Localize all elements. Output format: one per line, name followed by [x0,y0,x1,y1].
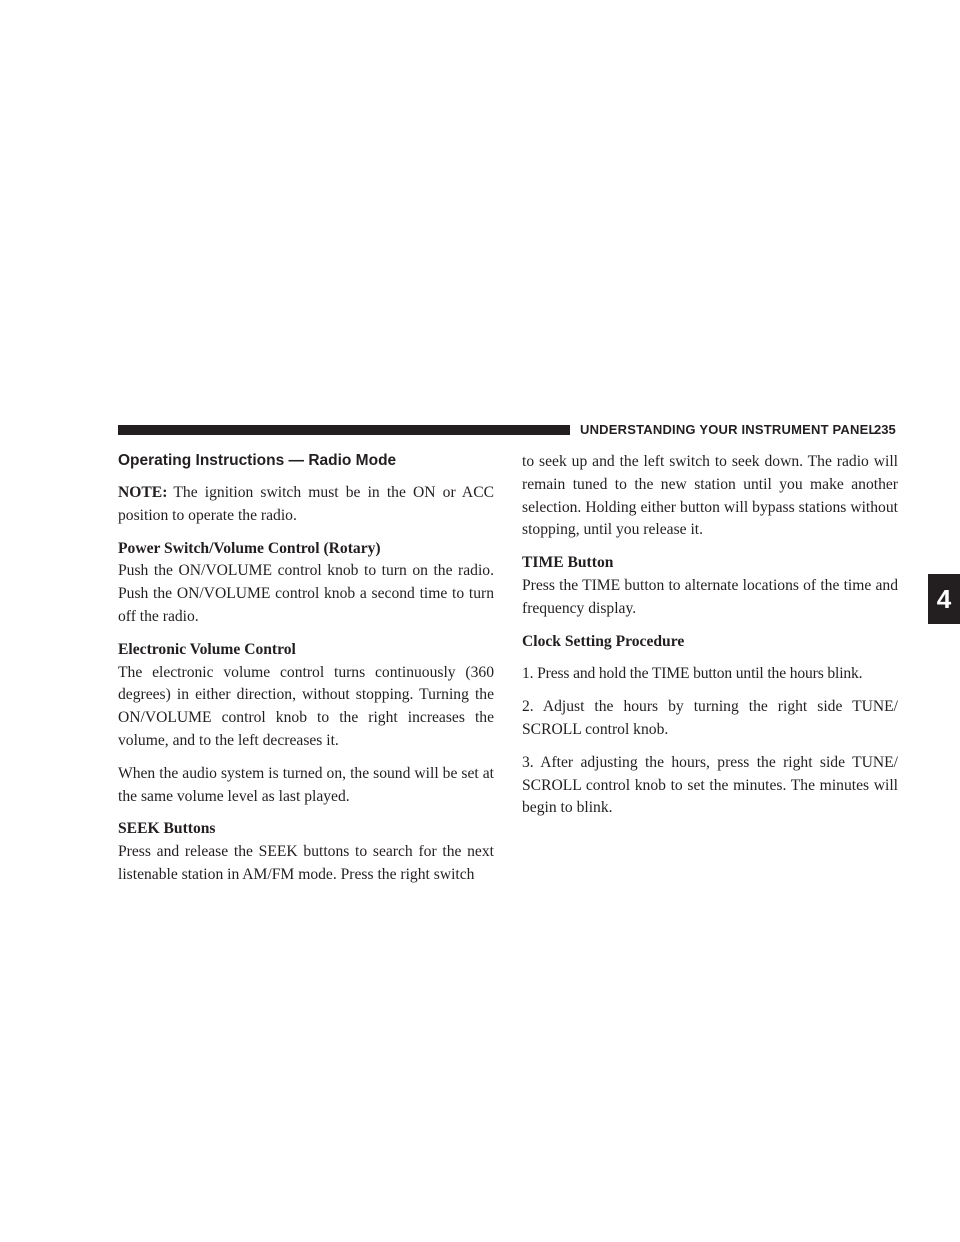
volume-text: The electronic volume control turns continuously (360 degrees) in either direction, without stopping. Turning the ON/VOLUME control knob to the right increases the volume, and to the left decreases it. [118,663,494,749]
running-header-title: UNDERSTANDING YOUR INSTRUMENT PANEL [580,422,877,437]
seek-continued-text: to seek up and the left switch to seek down. The radio will remain tuned to the new station until you make another selection. Holding either button will bypass stations without stopping, until you release it. [522,453,898,539]
right-column [522,451,898,830]
power-heading: Power Switch/Volume Control (Rotary) [118,539,381,557]
left-column [118,450,494,897]
chapter-tab: 4 [928,574,960,624]
volume-heading: Electronic Volume Control [118,640,296,658]
time-heading: TIME Button [522,554,614,572]
clock-heading: Clock Setting Procedure [522,632,685,650]
header-rule [118,425,570,435]
note-paragraph [118,482,494,528]
seek-heading: SEEK Buttons [118,820,216,838]
clock-step-2: 2. Adjust the hours by turning the right side TUNE/ SCROLL control knob. [522,698,898,738]
note-text: The ignition switch must be in the ON or ACC position to operate the radio. [118,484,494,524]
time-text: Press the TIME button to alternate locations of the time and frequency display. [522,576,898,617]
audio-text: When the audio system is turned on, the sound will be set at the same volume level as last played. [118,764,494,805]
seek-text: Press and release the SEEK buttons to search for the next listenable station in AM/FM mode. Press the right switch [118,843,494,883]
page-number: 235 [874,422,896,437]
note-label: NOTE: [118,484,168,501]
clock-step-1: 1. Press and hold the TIME button until the hours blink. [522,665,863,683]
power-text: Push the ON/VOLUME control knob to turn on the radio. Push the ON/VOLUME control knob a second time to turn off the radio. [118,562,494,625]
section-title: Operating Instructions — Radio Mode [118,452,397,469]
clock-step-3: 3. After adjusting the hours, press the right side TUNE/ SCROLL control knob to set the minutes. The minutes will begin to blink. [522,753,898,817]
